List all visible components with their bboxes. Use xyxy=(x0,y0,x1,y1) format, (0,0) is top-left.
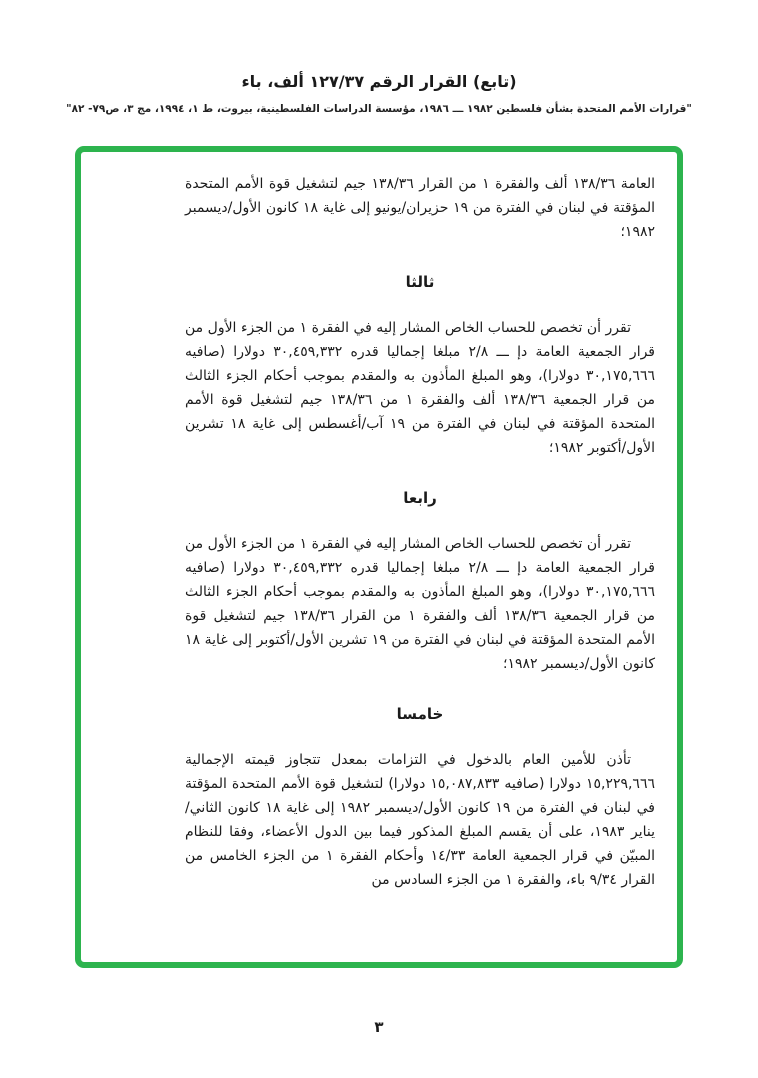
section-heading-third: ثالثا xyxy=(405,273,435,291)
section-paragraph-third: تقرر أن تخصص للحساب الخاص المشار إليه في الفقرة ١ من الجزء الأول من قرار الجمعية العامة دإ ـــ ٢/٨ مبلغا إجماليا قدره ٣٠,٤٥٩,٣٣٢ دولارا (صافيه ٣٠,١٧٥,٦٦٦ دولارا)، وهو المبلغ المأذون به والمقدم بموجب أحكام الجزء الثالث من قرار الجمعية ١٣٨/٣٦ ألف والفقرة ١ من ١٣٨/٣٦ جيم لتشغيل قوة الأمم المتحدة المؤقتة في لبنان في الفترة من ١٩ آب/أغسطس إلى غاية ١٨ تشرين الأول/أكتوبر ١٩٨٢؛ xyxy=(185,320,655,456)
intro-paragraph: العامة ١٣٨/٣٦ ألف والفقرة ١ من القرار ١٣٨/٣٦ جيم لتشغيل قوة الأمم المتحدة المؤقتة في لبنان في الفترة من ١٩ حزيران/يونيو إلى غاية ١٨ كانون الأول/ديسمبر ١٩٨٢؛ xyxy=(185,176,655,240)
section-heading-fifth: خامسا xyxy=(396,705,444,723)
document-header xyxy=(0,0,758,115)
page-number: ٣ xyxy=(374,1018,384,1036)
source-citation: "قرارات الأمم المتحدة بشأن فلسطين ١٩٨٢ ـــ ١٩٨٦، مؤسسة الدراسات الفلسطينية، بيروت، ط ١، ١٩٩٤، مج ٣، ص٧٩- ٨٢" xyxy=(66,103,692,115)
green-frame xyxy=(75,146,683,968)
page-title: (تابع) القرار الرقم ١٢٧/٣٧ ألف، باء xyxy=(241,72,517,91)
section-paragraph-fourth: تقرر أن تخصص للحساب الخاص المشار إليه في الفقرة ١ من الجزء الأول من قرار الجمعية العامة دإ ـــ ٢/٨ مبلغا إجماليا قدره ٣٠,٤٥٩,٣٣٢ دولارا (صافيه ٣٠,١٧٥,٦٦٦ دولارا)، وهو المبلغ المأذون به والمقدم بموجب أحكام الجزء الثالث من قرار الجمعية ١٣٨/٣٦ ألف والفقرة ١ من القرار ١٣٨/٣٦ جيم لتشغيل قوة الأمم المتحدة المؤقتة في لبنان في الفترة من ١٩ تشرين الأول/أكتوبر إلى غاية ١٨ كانون الأول/ديسمبر ١٩٨٢؛ xyxy=(185,536,655,672)
section-heading-fourth: رابعا xyxy=(403,489,437,507)
section-paragraph-fifth: تأذن للأمين العام بالدخول في التزامات بمعدل تتجاوز قيمته الإجمالية ١٥,٢٢٩,٦٦٦ دولارا (صافيه ١٥,٠٨٧,٨٣٣ دولارا) لتشغيل قوة الأمم المتحدة المؤقتة في لبنان في الفترة من ١٩ كانون الأول/ديسمبر ١٩٨٢ إلى غاية ١٨ كانون الثاني/يناير ١٩٨٣، على أن يقسم المبلغ المذكور فيما بين الدول الأعضاء، وفقا للنظام المبيّن في قرار الجمعية العامة ١٤/٣٣ وأحكام الفقرة ١ من الجزء الخامس من القرار ٩/٣٤ باء، والفقرة ١ من الجزء السادس من xyxy=(185,752,655,888)
text-column xyxy=(81,152,677,892)
